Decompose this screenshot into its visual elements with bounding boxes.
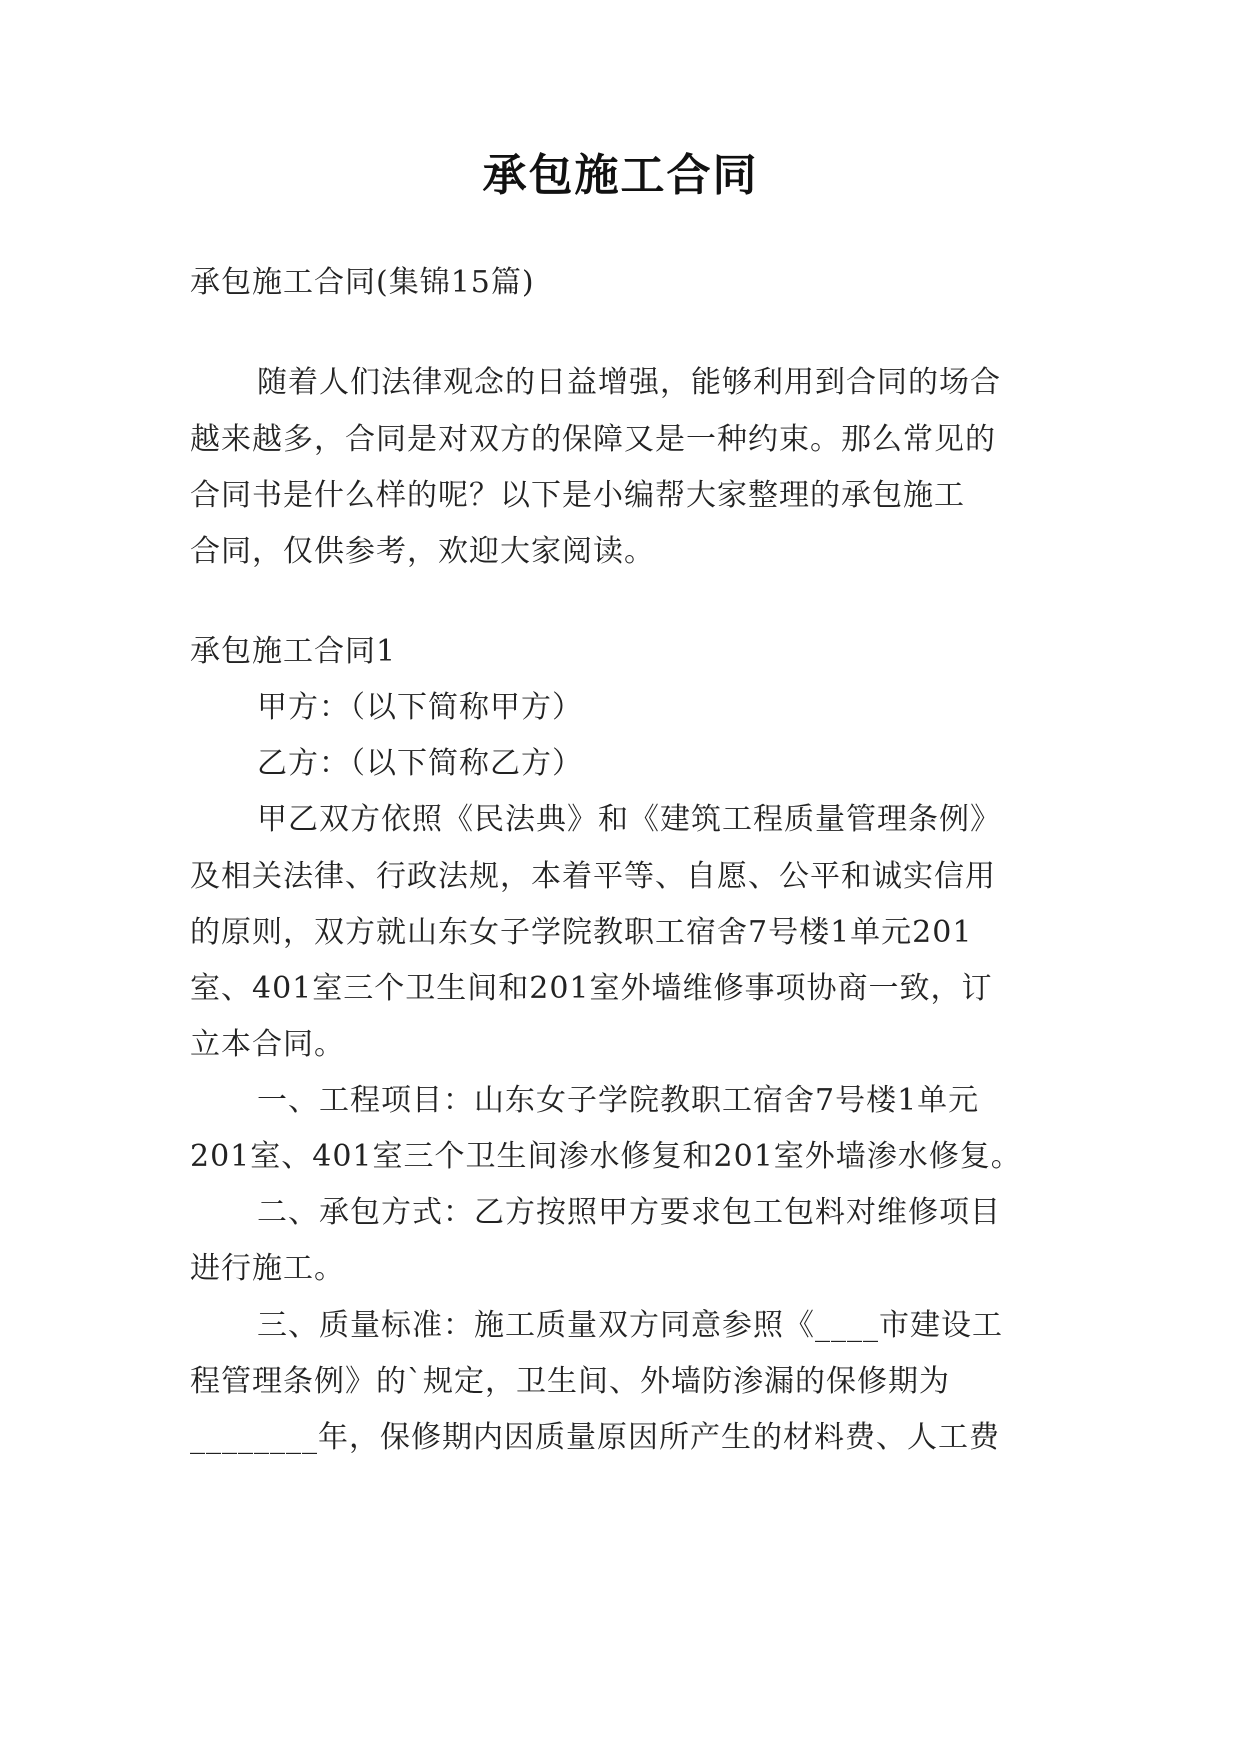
clause3-line-2: 程管理条例》的`规定，卫生间、外墙防渗漏的保修期为 [190, 1364, 950, 1399]
party-a-line: 甲方：（以下简称甲方） [257, 690, 583, 725]
basis-line-4: 室、401室三个卫生间和201室外墙维修事项协商一致，订 [190, 971, 993, 1006]
document-title: 承包施工合同 [482, 150, 759, 201]
document-subtitle: 承包施工合同(集锦15篇) [190, 265, 535, 300]
party-b-line: 乙方：（以下简称乙方） [257, 746, 583, 781]
clause1-line-2: 201室、401室三个卫生间渗水修复和201室外墙渗水修复。 [190, 1139, 1022, 1174]
intro-line-2: 越来越多，合同是对双方的保障又是一种约束。那么常见的 [190, 422, 996, 457]
basis-line-5: 立本合同。 [190, 1027, 345, 1062]
clause2-line-1: 二、承包方式：乙方按照甲方要求包工包料对维修项目 [257, 1195, 1001, 1230]
clause3-line-1: 三、质量标准：施工质量双方同意参照《____市建设工 [257, 1308, 1003, 1343]
clause1-line-1: 一、工程项目：山东女子学院教职工宿舍7号楼1单元 [257, 1083, 980, 1118]
basis-line-1: 甲乙双方依照《民法典》和《建筑工程质量管理条例》 [257, 802, 1001, 837]
intro-line-3: 合同书是什么样的呢？以下是小编帮大家整理的承包施工 [190, 478, 965, 513]
clause2-line-2: 进行施工。 [190, 1251, 345, 1286]
basis-line-3: 的原则，双方就山东女子学院教职工宿舍7号楼1单元201 [190, 915, 973, 950]
intro-line-4: 合同，仅供参考，欢迎大家阅读。 [190, 534, 655, 569]
basis-line-2: 及相关法律、行政法规，本着平等、自愿、公平和诚实信用 [190, 859, 996, 894]
intro-line-1: 随着人们法律观念的日益增强，能够利用到合同的场合 [257, 365, 1001, 400]
section-heading: 承包施工合同1 [190, 634, 397, 669]
clause3-line-3: ________年，保修期内因质量原因所产生的材料费、人工费 [190, 1420, 1000, 1455]
